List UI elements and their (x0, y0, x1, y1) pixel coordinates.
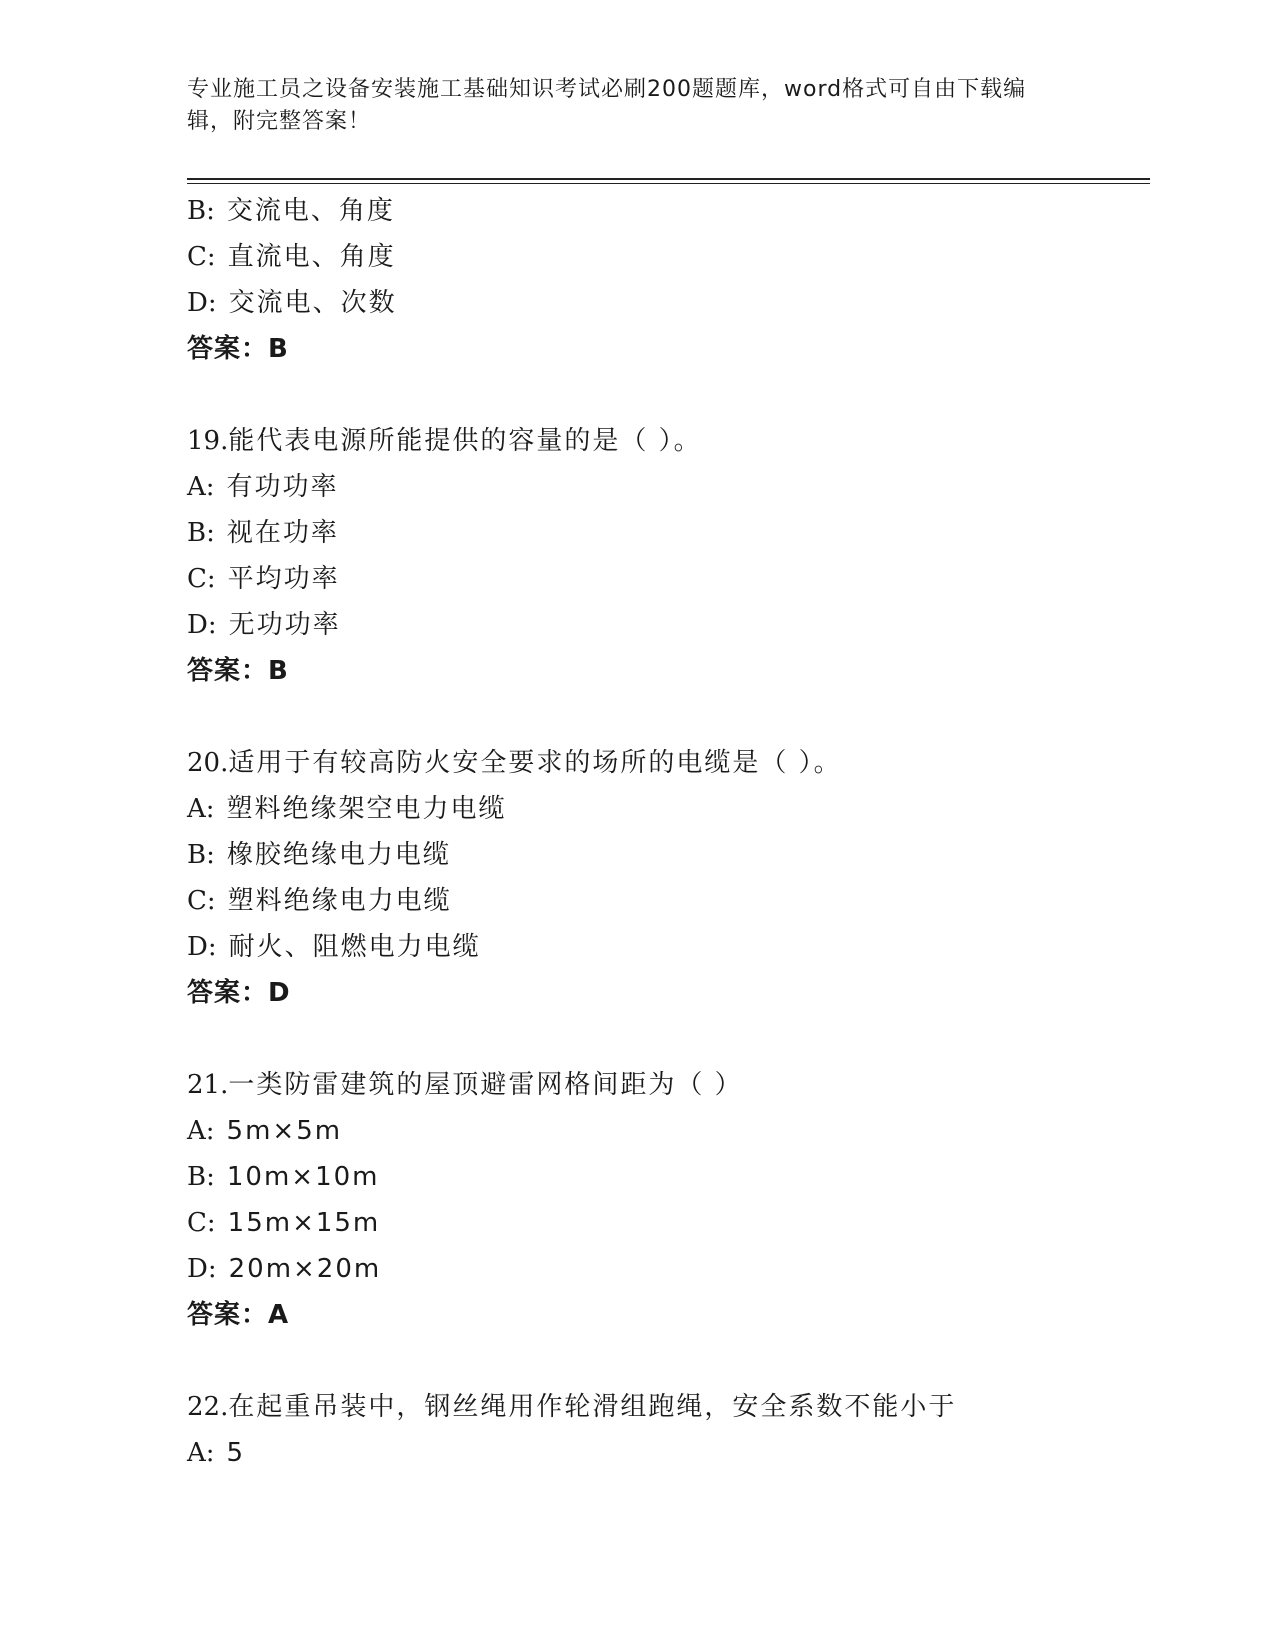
option-d: D: 交流电、次数 (187, 288, 397, 318)
header-title: 专业施工员之设备安装施工基础知识考试必刷200题题库，word格式可自由下载编辑，附完整答案！ (187, 77, 1027, 134)
answer-line: 答案：B (187, 334, 289, 364)
option-a: A: 5 (187, 1438, 246, 1468)
option-c: C: 塑料绝缘电力电缆 (187, 886, 452, 916)
option-b: B: 10m×10m (187, 1162, 380, 1192)
question-text: 19.能代表电源所能提供的容量的是（ ）。 (187, 426, 702, 456)
answer-line: 答案：A (187, 1300, 290, 1330)
header-divider-thick (187, 178, 1150, 180)
answer-value: D (268, 978, 291, 1008)
option-d: D: 无功功率 (187, 610, 341, 640)
spacer (187, 372, 1147, 418)
question-number: 20. (187, 748, 229, 778)
option-b: B: 橡胶绝缘电力电缆 (187, 840, 451, 870)
option-a: A: 塑料绝缘架空电力电缆 (187, 794, 507, 824)
option-c: C: 直流电、角度 (187, 242, 396, 272)
spacer (187, 694, 1147, 740)
option-c: C: 平均功率 (187, 564, 340, 594)
option-a: A: 有功功率 (187, 472, 339, 502)
answer-value: B (268, 334, 289, 364)
question-number: 19. (187, 426, 229, 456)
question-number: 22. (187, 1392, 229, 1422)
option-a: A: 5m×5m (187, 1116, 343, 1146)
option-c: C: 15m×15m (187, 1208, 381, 1238)
question-list (187, 188, 1147, 1476)
answer-line: 答案：D (187, 978, 291, 1008)
option-b: B: 交流电、角度 (187, 196, 395, 226)
option-d: D: 20m×20m (187, 1254, 382, 1284)
answer-value: B (268, 656, 289, 686)
question-text: 21.一类防雷建筑的屋顶避雷网格间距为（ ） (187, 1070, 743, 1100)
question-number: 21. (187, 1070, 229, 1100)
document-header (187, 74, 1067, 138)
answer-line: 答案：B (187, 656, 289, 686)
answer-value: A (268, 1300, 290, 1330)
question-text: 22.在起重吊装中，钢丝绳用作轮滑组跑绳，安全系数不能小于 (187, 1392, 957, 1422)
option-d: D: 耐火、阻燃电力电缆 (187, 932, 481, 962)
question-text: 20.适用于有较高防火安全要求的场所的电缆是（ ）。 (187, 748, 842, 778)
option-b: B: 视在功率 (187, 518, 339, 548)
spacer (187, 1016, 1147, 1062)
header-divider-thin (187, 183, 1150, 184)
spacer (187, 1338, 1147, 1384)
